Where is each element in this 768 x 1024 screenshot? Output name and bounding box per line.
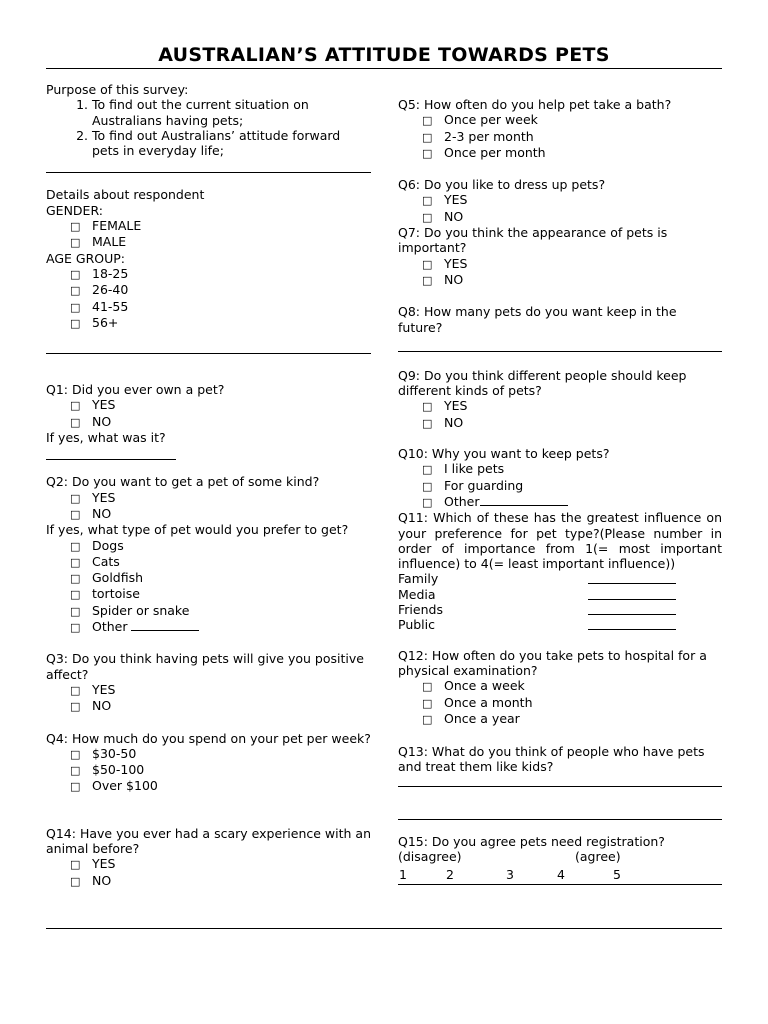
checkbox-icon[interactable]: □	[70, 683, 81, 697]
purpose-heading: Purpose of this survey:	[46, 82, 189, 97]
q2-other-blank[interactable]	[131, 620, 199, 631]
q12-option-once-month[interactable]: □ Once a month	[422, 694, 533, 710]
checkbox-icon[interactable]: □	[70, 858, 81, 872]
checkbox-icon[interactable]: □	[70, 399, 81, 413]
checkbox-icon[interactable]: □	[70, 700, 81, 714]
checkbox-icon[interactable]: □	[422, 712, 433, 726]
checkbox-icon[interactable]: □	[70, 220, 81, 234]
q2-option-dogs[interactable]: □ Dogs	[70, 537, 124, 553]
checkbox-icon[interactable]: □	[70, 284, 81, 298]
checkbox-icon[interactable]: □	[70, 539, 81, 553]
q14-text: Q14: Have you ever had a scary experience with an animal before?	[46, 825, 371, 856]
checkbox-icon[interactable]: □	[70, 491, 81, 505]
q2-option-spider-snake[interactable]: □ Spider or snake	[70, 602, 190, 618]
q15-agree-label: (agree)	[575, 848, 621, 864]
checkbox-icon[interactable]: □	[422, 680, 433, 694]
checkbox-icon[interactable]: □	[422, 194, 433, 208]
q4-option-50-100[interactable]: □ $50-100	[70, 762, 145, 778]
q2-text: Q2: Do you want to get a pet of some kind?	[46, 474, 320, 490]
q11-row-friends: Friends	[398, 602, 722, 617]
checkbox-icon[interactable]: □	[422, 210, 433, 224]
checkbox-icon[interactable]: □	[70, 764, 81, 778]
checkbox-icon[interactable]: □	[70, 572, 81, 586]
q1-text: Q1: Did you ever own a pet?	[46, 382, 225, 398]
option-age-41-55[interactable]: □ 41-55	[70, 298, 129, 314]
q12-text: Q12: How often do you take pets to hospital for a physical examination?	[398, 647, 707, 678]
q4-option-30-50[interactable]: □ $30-50	[70, 745, 137, 761]
purpose-item: 2. To find out Australians’ attitude forward pets in everyday life;	[92, 128, 371, 159]
q5-option-once-month[interactable]: □ Once per month	[422, 144, 546, 160]
checkbox-icon[interactable]: □	[70, 588, 81, 602]
q15-scale-1[interactable]: 1	[399, 866, 407, 882]
q10-option-other[interactable]: □ Other	[398, 494, 722, 510]
q11-row-family: Family	[398, 571, 722, 586]
q14-option-yes[interactable]: □ YES	[70, 856, 116, 872]
q5-option-2-3-month[interactable]: □ 2-3 per month	[422, 128, 534, 144]
q12-option-once-week[interactable]: □ Once a week	[422, 678, 525, 694]
q3-option-yes[interactable]: □ YES	[70, 681, 116, 697]
checkbox-icon[interactable]: □	[70, 267, 81, 281]
right-column	[398, 97, 722, 885]
checkbox-icon[interactable]: □	[70, 604, 81, 618]
q8-answer-line[interactable]	[398, 351, 722, 352]
age-label: AGE GROUP:	[46, 250, 125, 266]
checkbox-icon[interactable]: □	[70, 621, 81, 635]
checkbox-icon[interactable]: □	[70, 747, 81, 761]
q11-rank-blank[interactable]	[588, 587, 676, 600]
q15-anchors	[398, 849, 722, 864]
option-age-56-plus[interactable]: □ 56+	[70, 314, 119, 330]
divider	[46, 172, 371, 173]
q6-text: Q6: Do you like to dress up pets?	[398, 177, 606, 193]
checkbox-icon[interactable]: □	[422, 416, 433, 430]
q9-option-yes[interactable]: □ YES	[422, 398, 468, 414]
checkbox-icon[interactable]: □	[70, 316, 81, 330]
checkbox-icon[interactable]: □	[422, 479, 433, 493]
q10-other-blank[interactable]	[480, 495, 568, 506]
q15-scale	[398, 866, 722, 885]
checkbox-icon[interactable]: □	[70, 507, 81, 521]
q7-option-yes[interactable]: □ YES	[422, 255, 468, 271]
q5-option-once-week[interactable]: □ Once per week	[422, 112, 538, 128]
option-male[interactable]: □ MALE	[70, 234, 127, 250]
checkbox-icon[interactable]: □	[70, 874, 81, 888]
q15-text: Q15: Do you agree pets need registration?	[398, 833, 665, 849]
q6-option-no[interactable]: □ NO	[422, 208, 464, 224]
checkbox-icon[interactable]: □	[70, 300, 81, 314]
q3-option-no[interactable]: □ NO	[70, 698, 112, 714]
q11-row-media: Media	[398, 587, 722, 602]
option-age-18-25[interactable]: □ 18-25	[70, 265, 129, 281]
q11-row-public: Public	[398, 617, 722, 632]
q2-option-tortoise[interactable]: □ tortoise	[70, 586, 140, 602]
q14-option-no[interactable]: □ NO	[70, 872, 112, 888]
q10-text: Q10: Why you want to keep pets?	[398, 446, 610, 462]
checkbox-icon[interactable]: □	[70, 415, 81, 429]
purpose-item: 1. To find out the current situation on Australians having pets;	[92, 97, 371, 128]
q11-rank-blank[interactable]	[588, 571, 676, 584]
checkbox-icon[interactable]: □	[70, 780, 81, 794]
checkbox-icon[interactable]: □	[422, 400, 433, 414]
q1-follow-up: If yes, what was it?	[46, 430, 166, 446]
q2-option-goldfish[interactable]: □ Goldfish	[70, 570, 144, 586]
q2-option-no[interactable]: □ NO	[70, 505, 112, 521]
q15-scale-2[interactable]: 2	[446, 866, 454, 882]
q4-text: Q4: How much do you spend on your pet per week?	[46, 730, 371, 746]
q15-scale-5[interactable]: 5	[613, 866, 621, 882]
checkbox-icon[interactable]: □	[70, 236, 81, 250]
q11-rank-blank[interactable]	[588, 602, 676, 615]
q1-option-no[interactable]: □ NO	[70, 413, 112, 429]
q10-option-like-pets[interactable]: □ I like pets	[422, 461, 505, 477]
respondent-heading: Details about respondent	[46, 187, 205, 203]
checkbox-icon[interactable]: □	[422, 130, 433, 144]
checkbox-icon[interactable]: □	[422, 146, 433, 160]
divider	[46, 353, 371, 354]
q2-follow-up: If yes, what type of pet would you prefer to get?	[46, 522, 349, 538]
q5-text: Q5: How often do you help pet take a bath?	[398, 97, 672, 112]
bottom-rule	[46, 928, 722, 929]
checkbox-icon[interactable]: □	[70, 555, 81, 569]
q2-option-yes[interactable]: □ YES	[70, 489, 116, 505]
q13-answer-line[interactable]	[398, 786, 722, 787]
q15-scale-4[interactable]: 4	[557, 866, 565, 882]
q7-text: Q7: Do you think the appearance of pets is important?	[398, 225, 668, 256]
checkbox-icon[interactable]: □	[422, 495, 433, 509]
q13-answer-line[interactable]	[398, 819, 722, 820]
q15-disagree-label: (disagree)	[398, 848, 462, 864]
checkbox-icon[interactable]: □	[422, 463, 433, 477]
q15-scale-3[interactable]: 3	[506, 866, 514, 882]
q10-option-guarding[interactable]: □ For guarding	[422, 477, 524, 493]
q9-text: Q9: Do you think different people should keep different kinds of pets?	[398, 367, 687, 399]
checkbox-icon[interactable]: □	[422, 114, 433, 128]
q1-option-yes[interactable]: □ YES	[70, 397, 116, 413]
left-column	[46, 82, 371, 889]
q4-option-over-100[interactable]: □ Over $100	[70, 778, 158, 794]
checkbox-icon[interactable]: □	[422, 696, 433, 710]
title-rule	[46, 68, 722, 69]
q8-text: Q8: How many pets do you want keep in the future?	[398, 304, 677, 335]
purpose-list	[46, 97, 371, 158]
q11-text: Q11: Which of these has the greatest influence on your preference for pet type?(Please number in order of importance from 1(= most important influence) to 4(= least important influence))	[398, 510, 722, 572]
q6-option-yes[interactable]: □ YES	[422, 192, 468, 208]
gender-label: GENDER:	[46, 202, 103, 218]
q3-text: Q3: Do you think having pets will give you positive affect?	[46, 651, 364, 682]
checkbox-icon[interactable]: □	[422, 273, 433, 287]
q2-option-cats[interactable]: □ Cats	[70, 553, 120, 569]
q1-answer-line[interactable]	[46, 445, 176, 460]
checkbox-icon[interactable]: □	[422, 257, 433, 271]
q2-option-other[interactable]: □ Other	[46, 619, 371, 635]
q12-option-once-year[interactable]: □ Once a year	[422, 710, 520, 726]
option-age-26-40[interactable]: □ 26-40	[70, 282, 129, 298]
q7-option-no[interactable]: □ NO	[422, 271, 464, 287]
q13-text: Q13: What do you think of people who have pets and treat them like kids?	[398, 744, 705, 775]
option-female[interactable]: □ FEMALE	[70, 218, 142, 234]
q11-rank-blank[interactable]	[588, 617, 676, 630]
page-title: AUSTRALIAN’S ATTITUDE TOWARDS PETS	[158, 44, 610, 66]
q9-option-no[interactable]: □ NO	[422, 414, 464, 430]
